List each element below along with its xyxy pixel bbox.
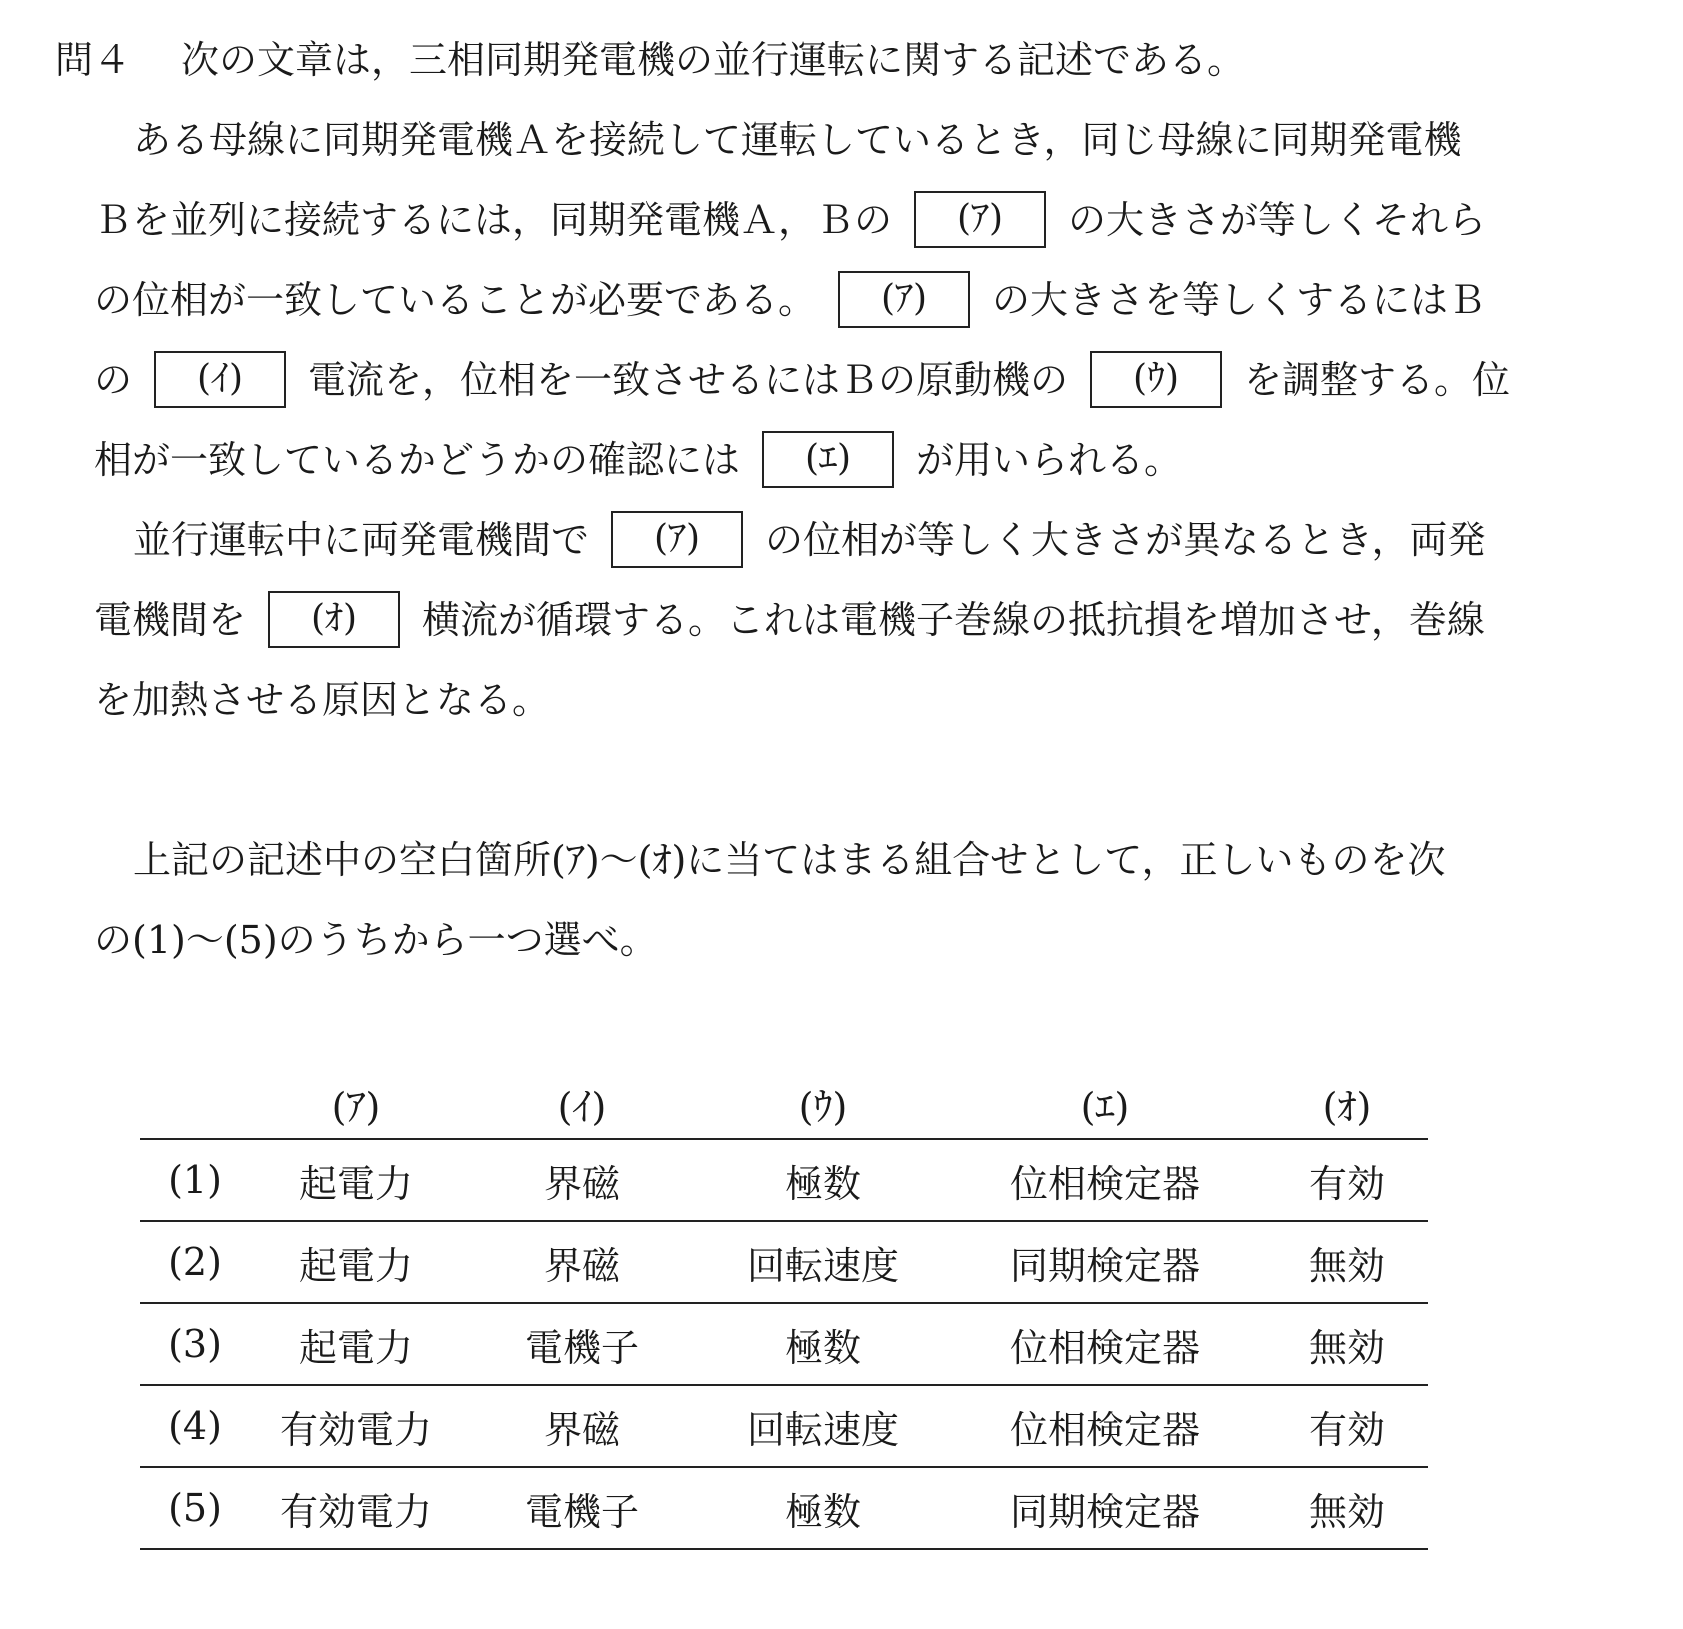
text-segment: を調整する。位	[1244, 358, 1511, 402]
text-segment: の位相が等しく大きさが異なるとき，両発	[765, 518, 1486, 562]
table-cell: 有効電力	[250, 1385, 462, 1467]
choice-label: (3)	[140, 1303, 250, 1385]
choice-label: (1)	[140, 1139, 250, 1221]
question-title: 次の文章は，三相同期発電機の並行運転に関する記述である。	[181, 38, 1246, 82]
table-cell: 極数	[702, 1303, 944, 1385]
question-heading	[55, 32, 1245, 88]
table-cell: 界磁	[462, 1385, 702, 1467]
table-cell: 位相検定器	[944, 1139, 1266, 1221]
table-cell: 回転速度	[702, 1385, 944, 1467]
text-segment: の位相が一致していることが必要である。	[94, 278, 817, 322]
text-segment: の大きさを等しくするにはＢ	[992, 278, 1487, 322]
text-segment: Ｂを並列に接続するには，同期発電機Ａ，Ｂの	[94, 198, 893, 242]
choice-label: (2)	[140, 1221, 250, 1303]
paragraph1-line1: ある母線に同期発電機Ａを接続して運転しているとき，同じ母線に同期発電機	[133, 118, 1462, 162]
text-segment: の大きさが等しくそれら	[1068, 198, 1487, 242]
table-row	[140, 1139, 1428, 1221]
paragraph2-line1	[133, 512, 1486, 568]
table-row	[140, 1385, 1428, 1467]
table-header-row	[140, 1068, 1428, 1139]
text-segment: 電機間を	[94, 598, 247, 642]
table-header: (ｵ)	[1266, 1068, 1428, 1139]
text-segment: 横流が循環する。これは電機子巻線の抵抗損を増加させ，巻線	[422, 598, 1485, 642]
text-segment: の	[94, 358, 133, 402]
blank-box-a: (ｱ)	[914, 191, 1046, 248]
table-row	[140, 1467, 1428, 1549]
paragraph1-line4	[94, 352, 1510, 408]
table-cell: 有効	[1266, 1385, 1428, 1467]
text-segment: 電流を，位相を一致させるにはＢの原動機の	[308, 358, 1069, 402]
paragraph2-line3: を加熱させる原因となる。	[94, 678, 551, 722]
table-cell: 無効	[1266, 1303, 1428, 1385]
table-cell: 回転速度	[702, 1221, 944, 1303]
text-segment: 相が一致しているかどうかの確認には	[94, 438, 741, 482]
table-cell: 起電力	[250, 1303, 462, 1385]
choice-label: (4)	[140, 1385, 250, 1467]
table-row	[140, 1303, 1428, 1385]
table-cell: 位相検定器	[944, 1303, 1266, 1385]
table-cell: 電機子	[462, 1467, 702, 1549]
table-header: (ｱ)	[250, 1068, 462, 1139]
table-row	[140, 1221, 1428, 1303]
text-segment: が用いられる。	[916, 438, 1183, 482]
paragraph1-line5	[94, 432, 1182, 488]
blank-box-a: (ｱ)	[838, 271, 970, 328]
table-cell: 極数	[702, 1139, 944, 1221]
blank-box-i: (ｲ)	[154, 351, 286, 408]
blank-box-e: (ｴ)	[762, 431, 894, 488]
text-segment: 並行運転中に両発電機間で	[133, 518, 590, 562]
paragraph2-line2	[94, 592, 1485, 648]
choices-table	[140, 1068, 1428, 1550]
instruction-line2: の(1)～(5)のうちから一つ選べ。	[94, 918, 658, 962]
blank-box-o: (ｵ)	[268, 591, 400, 648]
table-cell: 電機子	[462, 1303, 702, 1385]
table-header: (ｴ)	[944, 1068, 1266, 1139]
table-cell: 界磁	[462, 1139, 702, 1221]
table-cell: 界磁	[462, 1221, 702, 1303]
table-cell: 同期検定器	[944, 1467, 1266, 1549]
table-cell: 極数	[702, 1467, 944, 1549]
question-number: 問４	[55, 38, 132, 82]
choice-label: (5)	[140, 1467, 250, 1549]
table-cell: 起電力	[250, 1221, 462, 1303]
table-cell: 無効	[1266, 1467, 1428, 1549]
paragraph1-line2	[94, 192, 1486, 248]
instruction-line1: 上記の記述中の空白箇所(ｱ)～(ｵ)に当てはまる組合せとして，正しいものを次	[133, 838, 1446, 882]
table-header: (ｲ)	[462, 1068, 702, 1139]
table-cell: 無効	[1266, 1221, 1428, 1303]
table-header: (ｳ)	[702, 1068, 944, 1139]
table-cell: 位相検定器	[944, 1385, 1266, 1467]
table-cell: 同期検定器	[944, 1221, 1266, 1303]
blank-box-u: (ｳ)	[1090, 351, 1222, 408]
table-header-blank	[140, 1068, 250, 1139]
table-cell: 有効電力	[250, 1467, 462, 1549]
table-cell: 起電力	[250, 1139, 462, 1221]
table-cell: 有効	[1266, 1139, 1428, 1221]
paragraph1-line3	[94, 272, 1486, 328]
blank-box-a: (ｱ)	[611, 511, 743, 568]
